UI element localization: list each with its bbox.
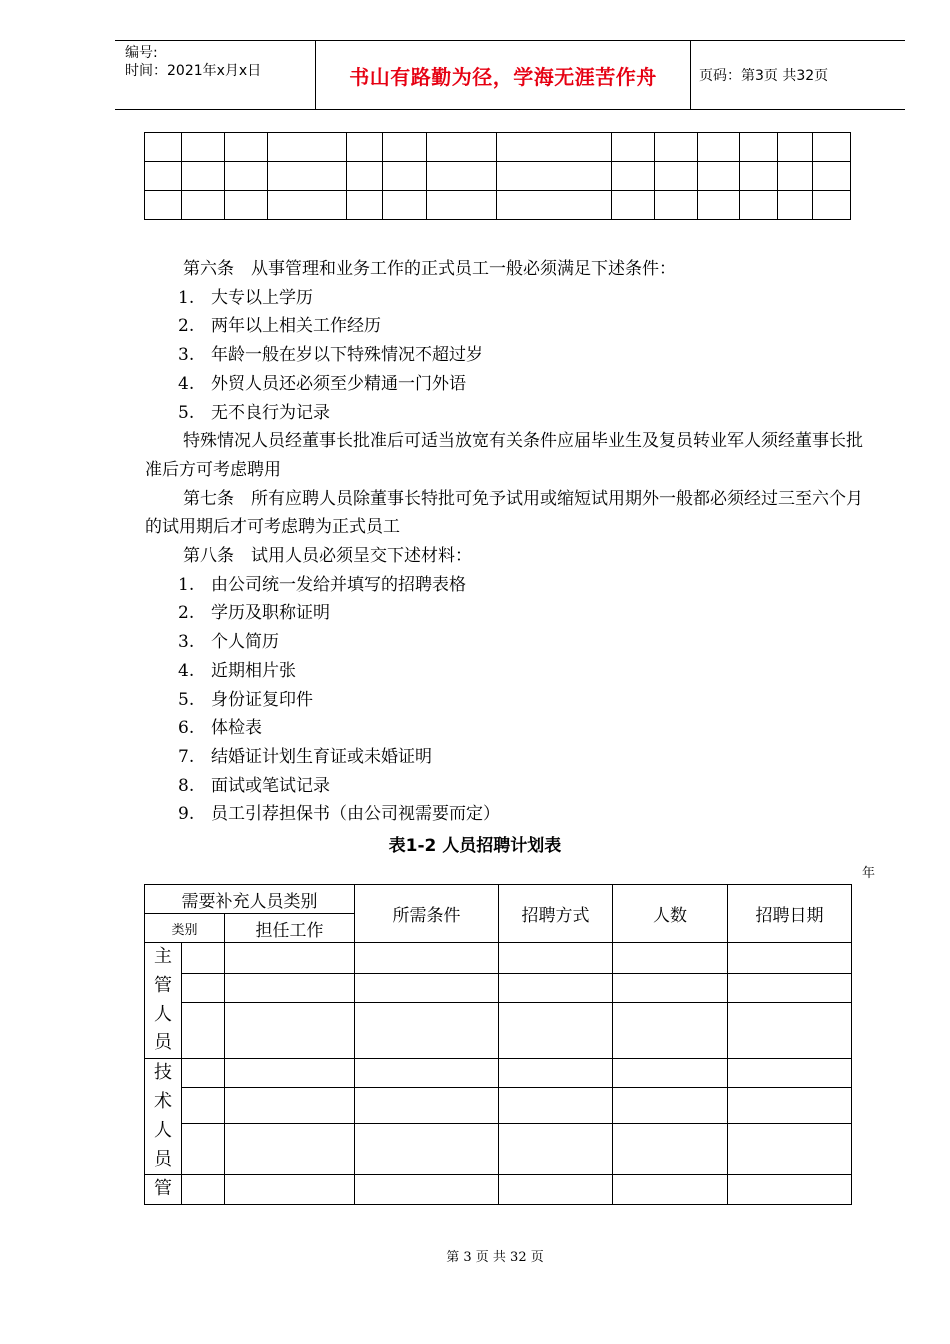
list-item-number: 7. (178, 746, 195, 767)
table-cell (426, 191, 497, 220)
table-cell (812, 133, 850, 162)
table-cell (182, 1059, 225, 1088)
list-item-text: 近期相片张 (211, 660, 296, 681)
table-cell (145, 191, 182, 220)
table-cell (740, 162, 778, 191)
list-item (145, 657, 875, 686)
table-cell (267, 133, 346, 162)
article-text (145, 255, 875, 829)
table-cell (728, 1088, 852, 1123)
list-item-text: 两年以上相关工作经历 (211, 316, 381, 337)
list-item (145, 714, 875, 743)
list-item-number: 9. (178, 804, 195, 825)
table-cell (812, 162, 850, 191)
table-cell (497, 162, 612, 191)
article-6: 第六条 从事管理和业务工作的正式员工一般必须满足下述条件： (183, 259, 676, 279)
table-cell (382, 133, 426, 162)
table-cell (613, 1088, 728, 1123)
table-cell (613, 1123, 728, 1175)
list-item-text: 体检表 (211, 718, 262, 739)
table-cell (613, 1175, 728, 1205)
table-cell (382, 162, 426, 191)
list-item-number: 5. (178, 402, 195, 423)
table-cell (225, 1003, 355, 1059)
table-cell (181, 162, 224, 191)
table-cell (499, 1123, 613, 1175)
table-cell (612, 191, 655, 220)
table-cell (224, 162, 267, 191)
table-cell (182, 1003, 225, 1059)
table-cell (182, 1123, 225, 1175)
table-cell (812, 191, 850, 220)
table-cell (499, 1003, 613, 1059)
header-meta (115, 41, 315, 109)
table-cell (728, 1175, 852, 1205)
table-cell (698, 162, 740, 191)
list-item (145, 743, 875, 772)
table-cell (698, 191, 740, 220)
blank-grid-table (144, 132, 851, 220)
category-admin: 管 (145, 1175, 182, 1205)
table-cell (612, 162, 655, 191)
number-label: 编号: (125, 45, 158, 61)
list-item-text: 面试或笔试记录 (211, 775, 330, 796)
table-cell (346, 133, 382, 162)
table-cell (355, 973, 499, 1003)
list-item-number: 2. (178, 316, 195, 337)
table-cell (613, 943, 728, 974)
table-cell (267, 162, 346, 191)
table-cell (778, 133, 813, 162)
table-cell (355, 1123, 499, 1175)
table-cell (145, 133, 182, 162)
list-item-number: 4. (178, 373, 195, 394)
table-cell (346, 191, 382, 220)
table-cell (499, 1175, 613, 1205)
list-item (145, 800, 875, 829)
table-cell (181, 191, 224, 220)
table-cell (355, 943, 499, 974)
table-cell (613, 1059, 728, 1088)
table-cell (426, 133, 497, 162)
table-cell (499, 943, 613, 974)
list-item (145, 284, 875, 313)
list-item-number: 6. (178, 718, 195, 739)
table-cell (355, 1003, 499, 1059)
table-cell (778, 191, 813, 220)
table-cell (182, 973, 225, 1003)
table-cell (655, 133, 698, 162)
category-manager: 主 管 人 员 (145, 943, 182, 1059)
list-item-text: 结婚证计划生育证或未婚证明 (211, 746, 432, 767)
table-cell (728, 943, 852, 974)
list-item-number: 3. (178, 632, 195, 653)
table-cell (728, 973, 852, 1003)
table-cell (182, 1175, 225, 1205)
list-item (145, 312, 875, 341)
table-title: 表1-2 人员招聘计划表 (388, 836, 562, 856)
table-cell (499, 973, 613, 1003)
table-cell (182, 1088, 225, 1123)
list-item-text: 个人简历 (211, 632, 279, 653)
list-item (145, 571, 875, 600)
table-cell (346, 162, 382, 191)
page-header (115, 40, 905, 110)
table-cell (728, 1059, 852, 1088)
list-item-text: 无不良行为记录 (211, 402, 330, 423)
list-item-number: 5. (178, 689, 195, 710)
table-cell (698, 133, 740, 162)
header-job: 担任工作 (225, 914, 355, 943)
list-item (145, 370, 875, 399)
list-item (145, 341, 875, 370)
table-cell (728, 1003, 852, 1059)
table-cell (613, 973, 728, 1003)
list-item-text: 由公司统一发给并填写的招聘表格 (211, 574, 466, 595)
table-cell (181, 133, 224, 162)
table-cell (225, 1123, 355, 1175)
table-cell (426, 162, 497, 191)
list-item-text: 身份证复印件 (211, 689, 313, 710)
list-item-text: 年龄一般在岁以下特殊情况不超过岁 (211, 345, 483, 366)
table-cell (655, 162, 698, 191)
table-cell (225, 1088, 355, 1123)
table-cell (182, 943, 225, 974)
table-cell (355, 1088, 499, 1123)
table-cell (497, 133, 612, 162)
header-method: 招聘方式 (499, 885, 613, 943)
category-technical: 技 术 人 员 (145, 1059, 182, 1175)
article-8-list (145, 571, 875, 829)
time-label: 时间：2021年x月x日 (125, 63, 262, 79)
list-item-text: 员工引荐担保书（由公司视需要而定） (211, 804, 500, 825)
table-cell (225, 1175, 355, 1205)
list-item-number: 2. (178, 603, 195, 624)
list-item-text: 大专以上学历 (211, 287, 313, 308)
recruitment-plan-table (144, 884, 852, 1205)
table-cell (612, 133, 655, 162)
table-cell (225, 973, 355, 1003)
article-6-list (145, 284, 875, 428)
list-item (145, 686, 875, 715)
header-page-label: 页码：第3页 共32页 (699, 68, 829, 84)
list-item-text: 外贸人员还必须至少精通一门外语 (211, 373, 466, 394)
list-item-text: 学历及职称证明 (211, 603, 330, 624)
list-item-number: 3. (178, 345, 195, 366)
table-cell (145, 162, 182, 191)
header-category: 类别 (145, 914, 225, 943)
list-item-number: 8. (178, 775, 195, 796)
table-row (145, 191, 851, 220)
table-cell (267, 191, 346, 220)
year-label: 年 (862, 866, 876, 881)
list-item-number: 1. (178, 287, 195, 308)
header-date: 招聘日期 (728, 885, 852, 943)
list-item (145, 399, 875, 428)
header-count: 人数 (613, 885, 728, 943)
page-footer: 第 3 页 共 32 页 (446, 1250, 544, 1265)
article-7: 第七条 所有应聘人员除董事长特批可免予试用或缩短试用期外一般都必须经过三至六个月的试用期后才可考虑聘为正式员工 (145, 488, 863, 538)
table-row (145, 133, 851, 162)
table-cell (224, 191, 267, 220)
table-cell (778, 162, 813, 191)
table-cell (225, 943, 355, 974)
table-cell (497, 191, 612, 220)
list-item (145, 628, 875, 657)
table-cell (224, 133, 267, 162)
table-cell (382, 191, 426, 220)
table-cell (740, 133, 778, 162)
list-item (145, 772, 875, 801)
list-item-number: 4. (178, 660, 195, 681)
table-cell (499, 1088, 613, 1123)
table-cell (613, 1003, 728, 1059)
header-motto: 书山有路勤为径，学海无涯苦作舟 (315, 41, 691, 109)
table-cell (655, 191, 698, 220)
list-item-number: 1. (178, 574, 195, 595)
header-category-group: 需要补充人员类别 (145, 885, 355, 914)
table-cell (225, 1059, 355, 1088)
table-cell (740, 191, 778, 220)
list-item (145, 599, 875, 628)
table-cell (355, 1059, 499, 1088)
table-cell (499, 1059, 613, 1088)
table-cell (728, 1123, 852, 1175)
special-cases: 特殊情况人员经董事长批准后可适当放宽有关条件应届毕业生及复员转业军人须经董事长批准后方可考虑聘用 (145, 431, 863, 480)
header-conditions: 所需条件 (355, 885, 499, 943)
table-cell (355, 1175, 499, 1205)
article-8: 第八条 试用人员必须呈交下述材料： (183, 546, 472, 567)
table-row (145, 162, 851, 191)
